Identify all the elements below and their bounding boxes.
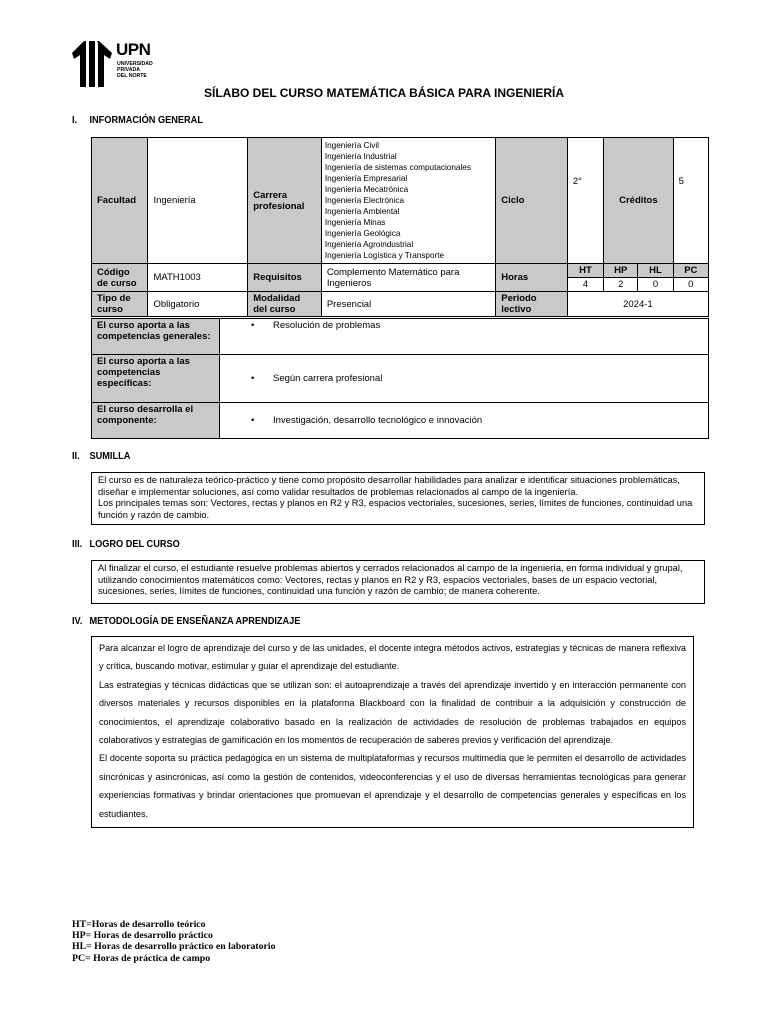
general-info-table [91, 137, 709, 317]
carrera-item: Ingeniería Empresarial [324, 174, 408, 183]
metodologia-paragraph: Para alcanzar el logro de aprendizaje del curso y de las unidades, el docente integra métodos activos, estrategias y técnicas de manera reflexiva y crítica, buscando motivar, estimular y guiar el aprendizaje del estudiante. [99, 643, 686, 672]
facultad-value: Ingeniería [148, 138, 248, 264]
periodo-label: Periodo lectivo [496, 292, 568, 317]
footnotes [72, 919, 276, 964]
carrera-item: Ingeniería Ambiental [324, 207, 400, 216]
hl-head: HL [638, 264, 673, 278]
requisitos-value: Complemento Matemático para Ingenieros [321, 264, 495, 292]
ciclo-value: 2° [567, 138, 603, 264]
footnote-hp: HP= Horas de desarrollo práctico [72, 930, 213, 942]
logo-subtitle: UNIVERSIDAD PRIVADA DEL NORTE [117, 61, 153, 79]
carrera-item: Ingeniería Logística y Transporte [324, 251, 445, 260]
metodologia-paragraph: El docente soporta su práctica pedagógica en un sistema de multiplataformas y recursos multimedia que le permiten el desarrollo de actividades sincrónicas y asincrónicas, así como la gestión de contenidos, videoconferencias y el uso de diversas herramientas tecnológicas para generar experiencias formativas y brindar orientaciones que promuevan el aprendizaje y el desarrollo de competencias generales y específicas en los estudiantes. [99, 753, 686, 819]
competencias-table [91, 318, 709, 439]
sumilla-paragraph: El curso es de naturaleza teórico-práctico y tiene como propósito desarrollar habilidades para analizar e identificar situaciones problemáticas, diseñar e implementar soluciones, así como validar resultados de problemas relacionados al campo de la ingeniería. [98, 475, 680, 497]
ht-value: 4 [567, 278, 603, 292]
modalidad-value: Presencial [321, 292, 495, 317]
footnote-hl: HL= Horas de desarrollo práctico en laboratorio [72, 941, 276, 953]
tipo-value: Obligatorio [148, 292, 248, 317]
hp-head: HP [604, 264, 638, 278]
carrera-item: Ingeniería Mecatrónica [324, 185, 409, 194]
competencias-especificas-label: El curso aporta a las competencias específicas: [92, 355, 220, 403]
section-heading-sumilla: II. SUMILLA [72, 451, 131, 462]
metodologia-box [91, 636, 694, 828]
codigo-value: MATH1003 [148, 264, 248, 292]
logro-paragraph: Al finalizar el curso, el estudiante resuelve problemas abiertos y cerrados relacionados al campo de la ingeniería, en forma individual y grupal, utilizando conocimientos matemáticos como: Vectores, rectas y planos en R2 y R3, espacios vectoriales, bases de un espacio vectorial, sucesiones, series, límites de funciones, continuidad una función y razón de cambio; de manera coherente. [98, 563, 683, 596]
upn-logo [72, 41, 172, 87]
horas-label: Horas [496, 264, 568, 292]
creditos-label: Créditos [604, 138, 674, 264]
carrera-item: Ingeniería Minas [324, 218, 386, 227]
pc-value: 0 [673, 278, 708, 292]
upn-logo-mark-icon [72, 41, 112, 87]
tipo-label: Tipo de curso [92, 292, 148, 317]
carrera-item: Ingeniería Civil [324, 141, 379, 150]
componente-value: • Investigación, desarrollo tecnológico e innovación [220, 403, 709, 439]
facultad-label: Facultad [92, 138, 148, 264]
carrera-item: Ingeniería Geológica [324, 229, 401, 238]
metodologia-paragraph: Las estrategias y técnicas didácticas que se utilizan son: el autoaprendizaje a través del aprendizaje invertido y en interacción permanente con diversos materiales y recursos disponibles en la plataforma Blackboard con la finalidad de contribuir a la adquisición y construcción de conocimientos, el aprendizaje colaborativo basado en la realización de actividades de resolución de problemas trabajados en equipos colaborativos y estrategias de gamificación en los momentos de recuperación de saberes previos y verificación del aprendizaje. [99, 679, 686, 746]
codigo-label: Código de curso [92, 264, 148, 292]
competencias-generales-value: • Resolución de problemas [220, 319, 709, 355]
hl-value: 0 [638, 278, 673, 292]
carrera-list [321, 138, 495, 264]
document-title: SÍLABO DEL CURSO MATEMÁTICA BÁSICA PARA INGENIERÍA [203, 86, 564, 100]
carrera-item: Ingeniería Industrial [324, 152, 397, 161]
footnote-pc: PC= Horas de práctica de campo [72, 952, 211, 964]
periodo-value: 2024-1 [567, 292, 708, 317]
sumilla-paragraph: Los principales temas son: Vectores, rectas y planos en R2 y R3, espacios vectoriales, sucesiones, series, límites de funciones, continuidad una función y razón de cambio. [98, 498, 693, 520]
competencias-especificas-value: • Según carrera profesional [220, 355, 709, 403]
ht-head: HT [567, 264, 603, 278]
pc-head: PC [673, 264, 708, 278]
section-heading-informacion-general: I. INFORMACIÓN GENERAL [72, 115, 203, 126]
logo-name: UPN [116, 40, 151, 59]
competencias-generales-label: El curso aporta a las competencias generales: [92, 319, 220, 355]
carrera-item: Ingeniería de sistemas computacionales [324, 163, 471, 172]
modalidad-label: Modalidad del curso [248, 292, 322, 317]
hp-value: 2 [604, 278, 638, 292]
footnote-ht: HT=Horas de desarrollo teórico [72, 919, 206, 930]
sumilla-box [91, 472, 705, 525]
carrera-item: Ingeniería Agroindustrial [324, 240, 414, 249]
logro-box [91, 560, 705, 604]
carrera-label: Carrera profesional [248, 138, 322, 264]
section-heading-metodologia: IV. METODOLOGÍA DE ENSEÑANZA APRENDIZAJE [72, 616, 301, 627]
componente-label: El curso desarrolla el componente: [92, 403, 220, 439]
creditos-value: 5 [673, 138, 708, 264]
requisitos-label: Requisitos [248, 264, 322, 292]
section-heading-logro: III. LOGRO DEL CURSO [72, 539, 180, 550]
ciclo-label: Ciclo [496, 138, 568, 264]
carrera-item: Ingeniería Electrónica [324, 196, 405, 205]
